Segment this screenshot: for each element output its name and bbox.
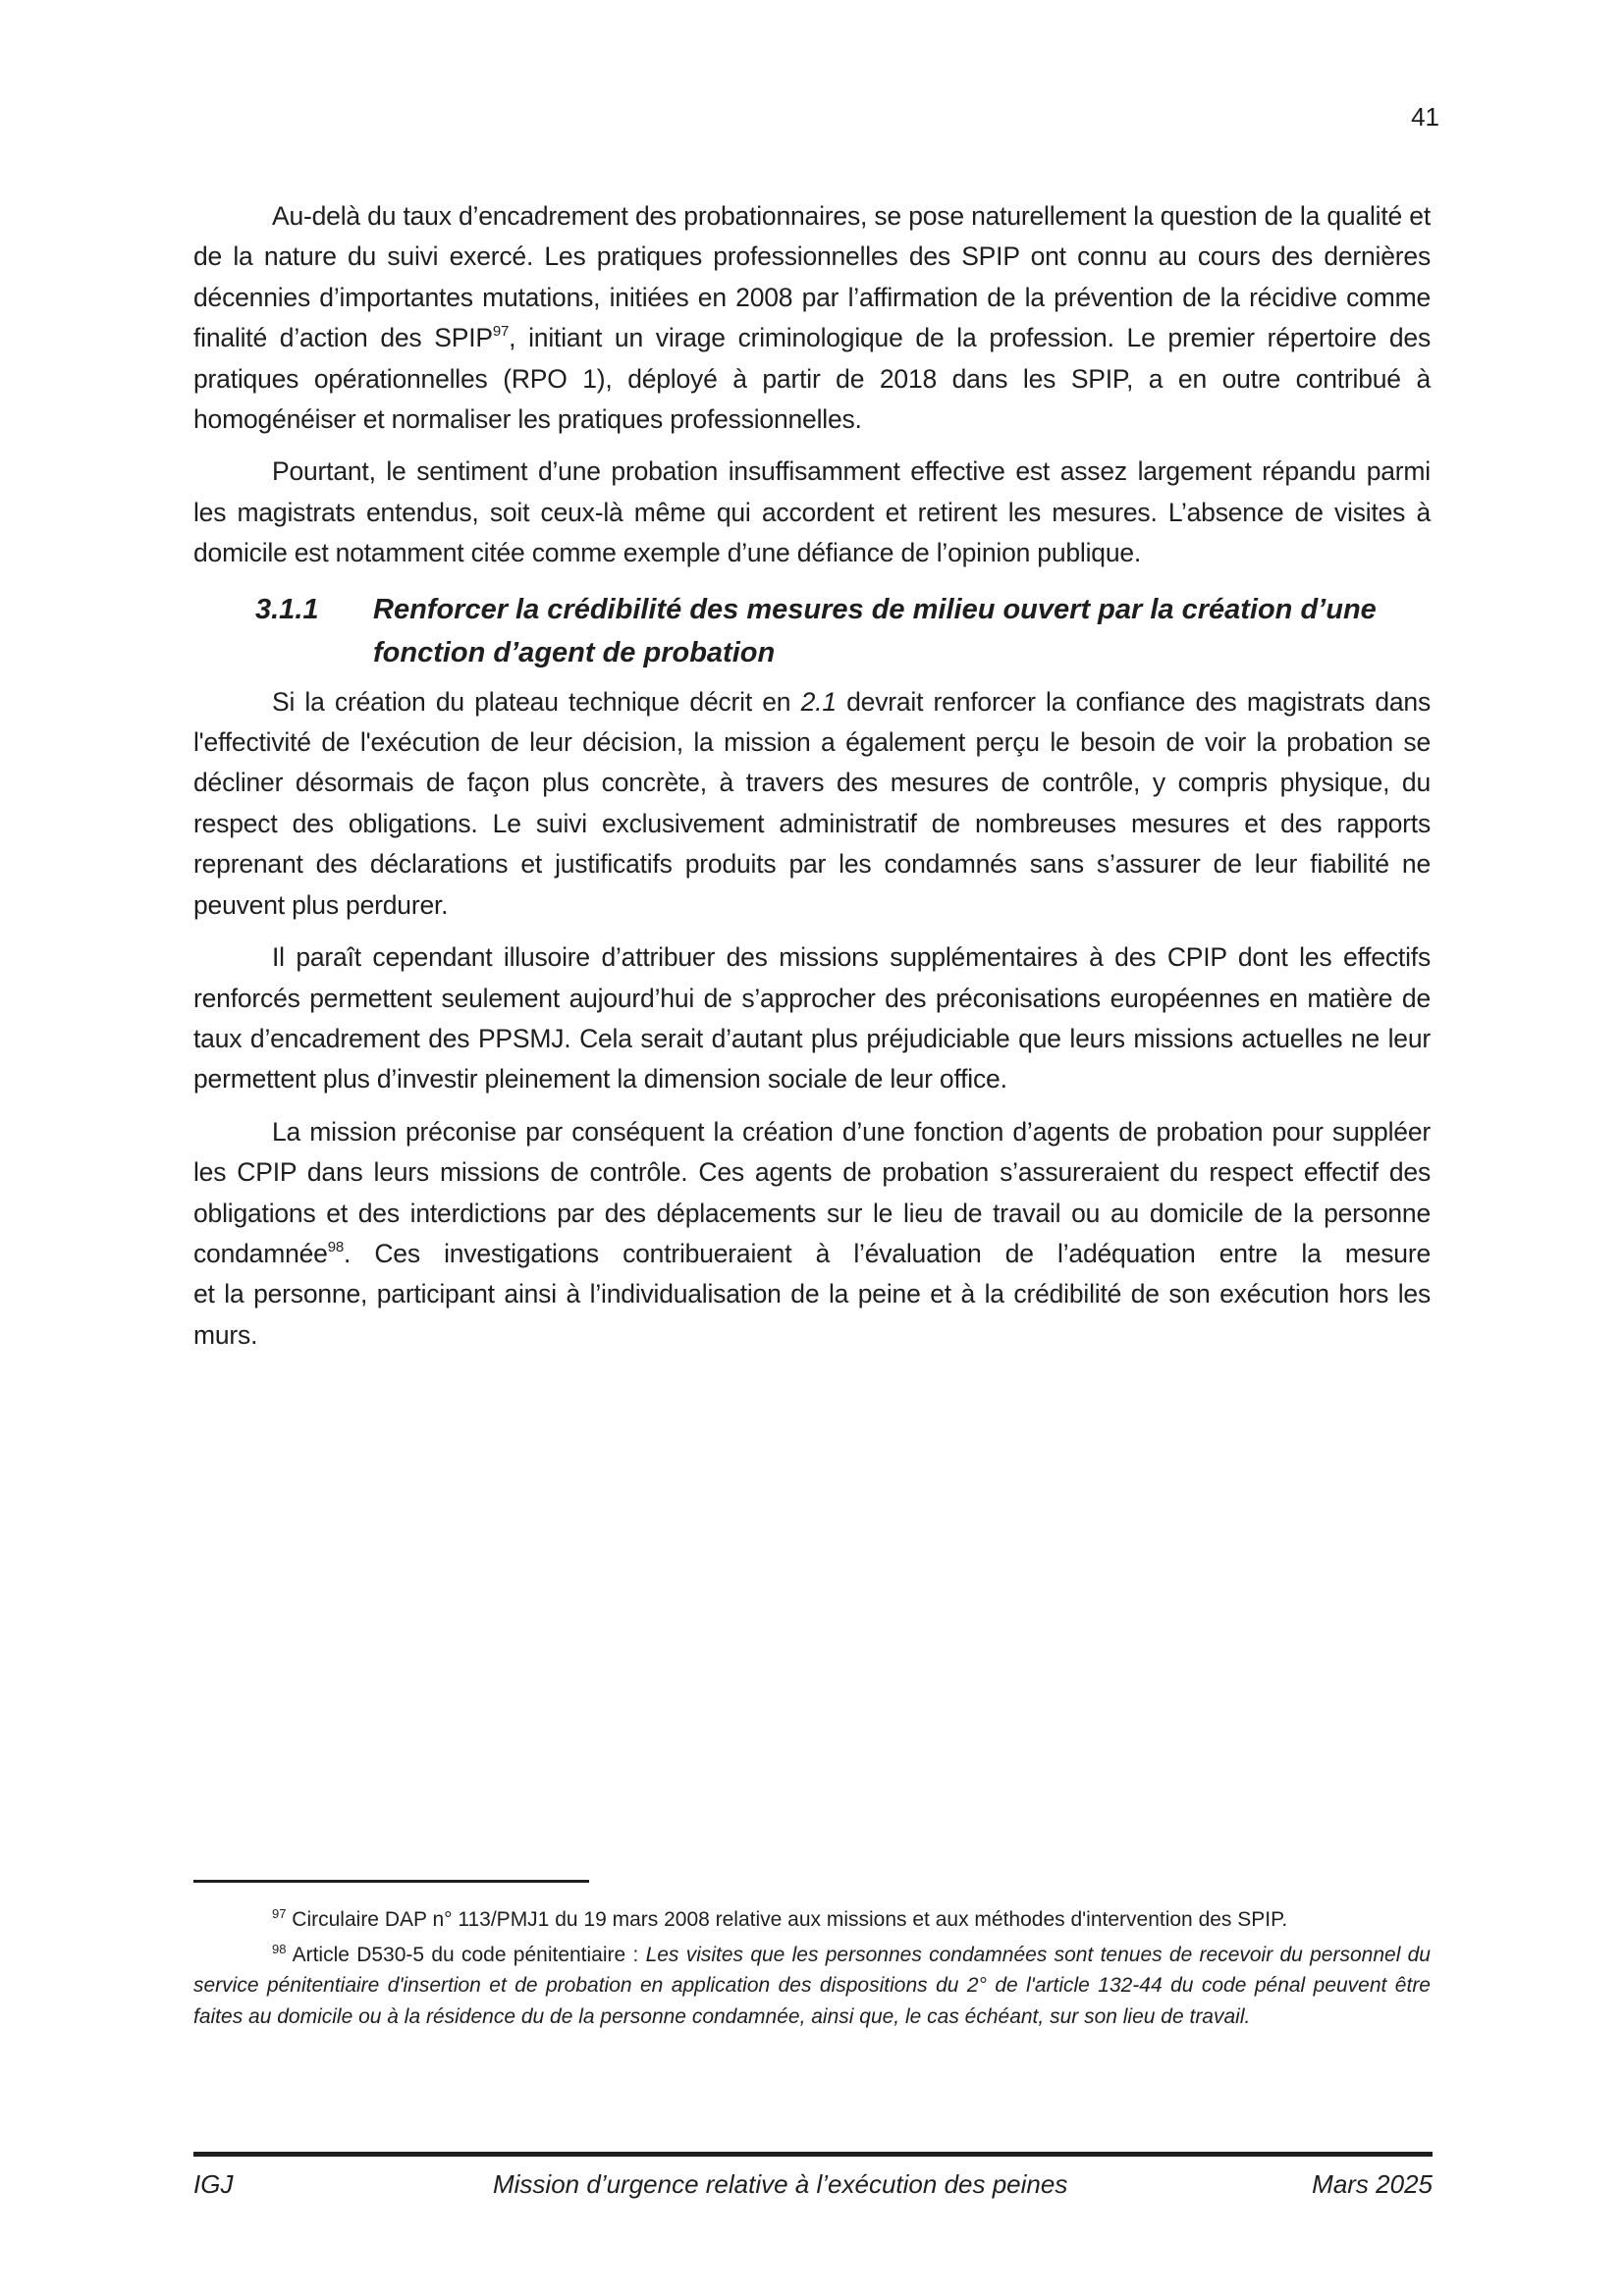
footnote-text: Circulaire DAP n° 113/PMJ1 du 19 mars 2008 relative aux missions et aux méthodes d'intervention des SPIP.	[286, 1908, 1288, 1931]
paragraph-text: , initiant un virage criminologique de la profession. Le premier répertoire des pratiques opérationnelles (RPO 1), déployé à partir de 2018 dans les SPIP, a en outre contribué à homogénéiser et normaliser les pratiques professionnelles.	[193, 323, 1431, 435]
paragraph-text: La mission préconise par conséquent la création d’une fonction d’agents de probation pour suppléer les CPIP dans leurs missions de contrôle. Ces agents de probation s’assureraient du respect effectif des obligations et des interdictions par des déplacements sur le lieu de travail ou au domicile de la personne condamnée	[193, 1116, 1431, 1268]
footnotes	[193, 1904, 1431, 2036]
section-heading	[193, 588, 1431, 674]
footnote-ref-98[interactable]: 98	[327, 1238, 344, 1255]
section-cross-reference[interactable]: 2.1	[800, 686, 837, 717]
footnote-text: Article D530-5 du code pénitentiaire :	[286, 1943, 646, 1966]
paragraph	[193, 1112, 1431, 1275]
footer-title: Mission d’urgence relative à l’exécution des peines	[493, 2169, 1068, 2199]
page-footer	[193, 2169, 1433, 2200]
page-number: 41	[1411, 102, 1439, 132]
paragraph	[193, 196, 1431, 440]
footer-date: Mars 2025	[1312, 2169, 1433, 2199]
footnote-separator	[193, 1880, 589, 1883]
body-text	[193, 196, 1431, 1367]
footnote-97	[193, 1904, 1431, 1936]
paragraph-text: devrait renforcer la confiance des magistrats dans l'effectivité de l'exécution de leur décision, la mission a également perçu le besoin de voir la probation se décliner désormais de façon plus concrète, à travers des mesures de contrôle, y compris physique, du respect des obligations. Le suivi exclusivement administratif de nombreuses mesures et des rapports reprenant des déclarations et justificatifs produits par les condamnés sans s’assurer de leur fiabilité ne peuvent plus perdurer.	[193, 686, 1431, 920]
footer-org: IGJ	[193, 2169, 234, 2199]
footnote-number: 97	[272, 1906, 287, 1921]
paragraph-text: Au-delà du taux d’encadrement des probationnaires, se pose naturellement la question de la qualité et de la nature du suivi exercé. Les pratiques professionnelles des SPIP ont connu au cours des dernières décennies d’importantes mutations, initiées en 2008 par l’affirmation de la prévention de la récidive comme finalité d’action des SPIP	[193, 201, 1431, 353]
paragraph: Il paraît cependant illusoire d’attribuer des missions supplémentaires à des CPIP dont les effectifs renforcés permettent seulement aujourd’hui de s’approcher des préconisations européennes en matière de taux d’encadrement des PPSMJ. Cela serait d’autant plus préjudiciable que leurs missions actuelles ne leur permettent plus d’investir pleinement la dimension sociale de leur office.	[193, 942, 1431, 1095]
section-number: 3.1.1	[255, 593, 319, 625]
paragraph-text: Si la création du plateau technique décrit en	[272, 686, 801, 717]
paragraph-continuation: et la personne, participant ainsi à l’individualisation de la peine et à la crédibilité de son exécution hors les murs.	[193, 1279, 1431, 1350]
section-title: Renforcer la crédibilité des mesures de milieu ouvert par la création d’une fonction d’agent de probation	[373, 593, 1377, 668]
paragraph	[193, 682, 1431, 926]
footer-rule	[193, 2152, 1433, 2157]
paragraph: Pourtant, le sentiment d’une probation insuffisamment effective est assez largement répandu parmi les magistrats entendus, soit ceux-là même qui accordent et retirent les mesures. L’absence de visites à domicile est notamment citée comme exemple d’une défiance de l’opinion publique.	[193, 456, 1431, 568]
footnote-quote: Les visites que les personnes condamnées sont tenues de recevoir du personnel du service pénitentiaire d'insertion et de probation en application des dispositions du 2° de l'article 132-44 du code pénal peuvent être faites au domicile ou à la résidence du de la personne condamnée, ainsi que, le cas échéant, sur son lieu de travail.	[193, 1943, 1431, 2028]
paragraph-text: . Ces investigations contribueraient à l’évaluation de l’adéquation entre la	[344, 1238, 1322, 1268]
footnote-ref-97[interactable]: 97	[492, 323, 510, 341]
footnote-number: 98	[272, 1941, 287, 1956]
paragraph-text: mesure	[1344, 1238, 1431, 1268]
footnote-98	[193, 1940, 1431, 2033]
